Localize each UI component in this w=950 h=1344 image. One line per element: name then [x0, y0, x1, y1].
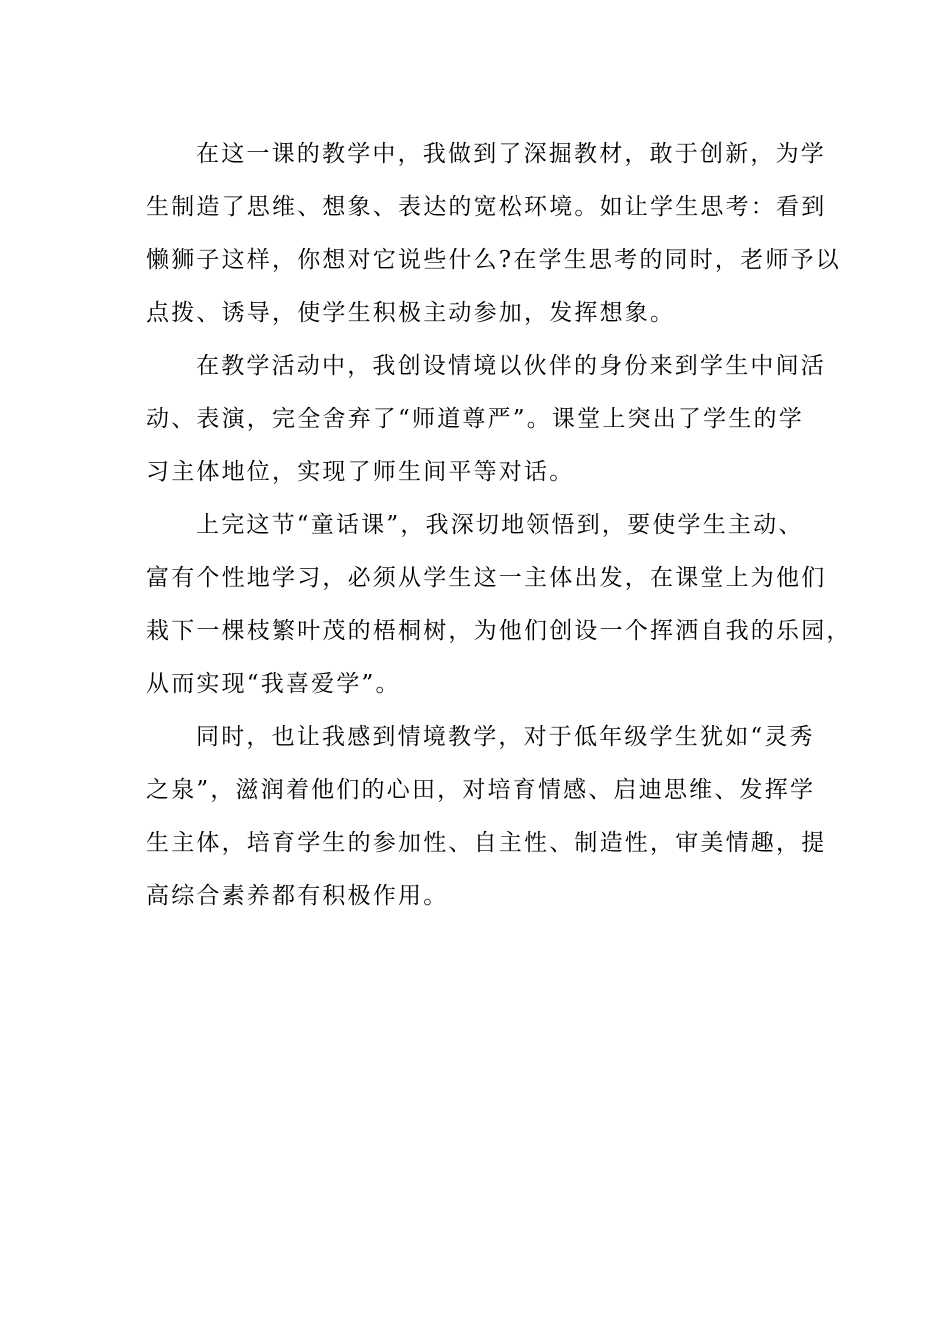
paragraph-3 [146, 499, 852, 711]
paragraph-1-line-2: 生制造了思维、想象、表达的宽松环境。如让学生思考：看到 [146, 194, 827, 220]
paragraph-4-line-3: 生主体，培育学生的参加性、自主性、制造性，审美情趣，提 [146, 830, 827, 856]
paragraph-2-line-1: 在教学活动中，我创设情境以伙伴的身份来到学生中间活 [196, 353, 826, 379]
paragraph-1-line-3: 懒狮子这样，你想对它说些什么?在学生思考的同时，老师予以 [146, 247, 841, 273]
paragraph-1-line-4: 点拨、诱导，使学生积极主动参加，发挥想象。 [146, 300, 676, 326]
paragraph-4 [146, 711, 827, 923]
document-body [146, 128, 852, 923]
paragraph-4-line-4: 高综合素养都有积极作用。 [146, 883, 449, 909]
paragraph-1 [146, 128, 841, 340]
paragraph-1-line-1: 在这一课的教学中，我做到了深掘教材，敢于创新，为学 [196, 141, 826, 167]
paragraph-3-line-1: 上完这节“童话课”，我深切地领悟到，要使学生主动、 [196, 512, 804, 538]
paragraph-2-line-3: 习主体地位，实现了师生间平等对话。 [146, 459, 575, 485]
paragraph-2-line-2: 动、表演，完全舍弃了“师道尊严”。课堂上突出了学生的学 [146, 406, 804, 432]
paragraph-4-line-2: 之泉”，滋润着他们的心田，对培育情感、启迪思维、发挥学 [146, 777, 816, 803]
paragraph-4-line-1: 同时，也让我感到情境教学，对于低年级学生犹如“灵秀 [196, 724, 815, 750]
paragraph-3-line-2: 富有个性地学习，必须从学生这一主体出发，在课堂上为他们 [146, 565, 827, 591]
paragraph-3-line-3: 栽下一棵枝繁叶茂的梧桐树，为他们创设一个挥洒自我的乐园， [146, 618, 852, 644]
paragraph-2 [146, 340, 826, 499]
paragraph-3-line-4: 从而实现“我喜爱学”。 [146, 671, 401, 697]
